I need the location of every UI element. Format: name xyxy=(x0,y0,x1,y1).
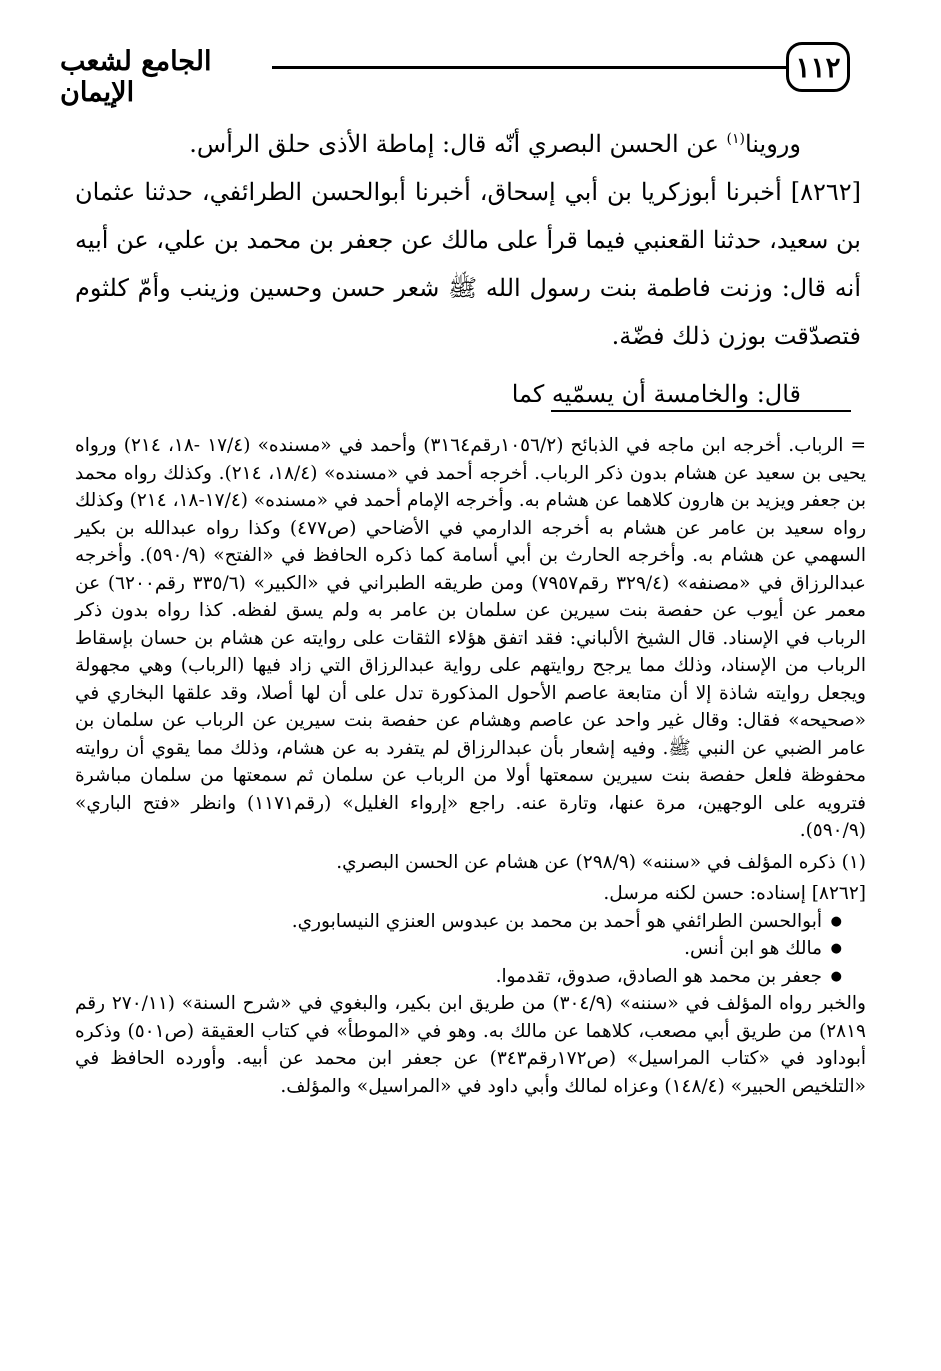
narrator-list xyxy=(75,908,866,991)
list-item: ● مالك هو ابن أنس. xyxy=(75,935,842,963)
paragraph-hasan-start: وروينا xyxy=(744,130,801,158)
footnote-8262-heading: [٨٢٦٢] إسناده: حسن لكنه مرسل. xyxy=(603,883,866,904)
paragraph-hasan xyxy=(75,115,861,168)
hadith-8262: [٨٢٦٢] أخبرنا أبوزكريا بن أبي إسحاق، أخبرنا أبوالحسن الطرائفي، حدثنا عثمان بن سعيد، حدثنا القعنبي فيما قرأ على مالك عن جعفر بن محمد بن علي، عن أبيه أنه قال: وزنت فاطمة بنت رسول الله ﷺ شعر حسن وحسين وزينب وأمّ كلثوم فتصدّقت بوزن ذلك فضّة. xyxy=(75,178,861,350)
list-item: ● جعفر بن محمد هو الصادق، صدوق، تقدموا. xyxy=(75,963,842,991)
footnote-1: (١) ذكره المؤلف في «سننه» (٢٩٨/٩) عن هشام عن الحسن البصري. xyxy=(336,851,866,873)
page-header xyxy=(60,40,850,108)
footnotes xyxy=(75,432,866,1100)
header-rule xyxy=(272,66,786,69)
list-item: ● أبوالحسن الطرائفي هو أحمد بن محمد بن عبدوس العنزي النيسابوري. xyxy=(75,908,842,936)
footnote-separator xyxy=(551,410,851,412)
page-number-badge: ١١٢ xyxy=(786,42,850,92)
footnote-marker: (١) xyxy=(726,131,745,147)
footnote-continuation: = الرباب. أخرجه ابن ماجه في الذبائح (١٠٥٦/٢رقم٣١٦٤) وأحمد في «مسنده» (١٧/٤ -١٨، ٢١٤) ورواه يحيى بن سعيد عن هشام بدون ذكر الرباب. أخرجه أحمد في «مسنده» (١٨/٤، ٢١٤). وكذلك رواه محمد بن جعفر ويزيد بن هارون كلاهما عن هشام به. وأخرجه الإمام أحمد في «مسنده» (١٧/٤-١٨، ٢١٤) وكذلك رواه سعيد بن عامر عن هشام به أخرجه الدارمي في الأضاحي (ص٤٧٧) وكذا رواه عبدالله بن بكير السهمي عن هشام به. وأخرجه الحارث بن أبي أسامة كما ذكره الحافظ في «الفتح» (٥٩٠/٩). وأخرجه عبدالرزاق في «مصنفه» (٣٢٩/٤ رقم٧٩٥٧) ومن طريقه الطبراني في «الكبير» (٣٣٥/٦ رقم٦٢٠٠) عن معمر عن أيوب عن حفصة بنت سيرين عن سلمان بن عامر به ولم يسق لفظه. كذا رواه بدون ذكر الرباب في الإسناد. قال الشيخ الألباني: فقد اتفق هؤلاء الثقات على روايته عن هشام بن حسان بإسقاط الرباب من الإسناد، وذلك مما يرجح روايتهم على رواية عبدالرزاق التي زاد فيها (الرباب) وهي مجهولة ويجعل روايته شاذة إلا أن متابعة عاصم الأحول المذكورة تدل على أن لها أصلا، وقد علقها البخاري في «صحيحه» فقال: وقال غير واحد عن عاصم وهشام عن حفصة بنت سيرين عن الرباب عن سلمان بن عامر الضبي عن النبي ﷺ. وفيه إشعار بأن عبدالرزاق لم يتفرد به عن هشام، وذلك مما يقوي أن روايته محفوظة فلعل حفصة بنت سيرين سمعتها أولا من الرباب عن سلمان ثم سمعتها من سلمان مباشرة فترويه على الوجهين، مرة عنها، وتارة عنه. راجع «إرواء الغليل» (رقم١١٧١) وانظر «فتح الباري» (٥٩٠/٩). xyxy=(75,435,866,841)
paragraph-hasan-rest: عن الحسن البصري أنّه قال: إماطة الأذى حلق الرأس. xyxy=(189,130,727,158)
running-title: الجامع لشعب الإيمان xyxy=(60,46,212,108)
footnote-8262-takhrij: والخبر رواه المؤلف في «سننه» (٣٠٤/٩) من طريق ابن بكير، والبغوي في «شرح السنة» (٢٧٠/١١ رقم ٢٨١٩) من طريق أبي مصعب، كلاهما عن مالك به. وهو في «الموطأ» في كتاب العقيقة (ص٥٠١) وذكره أبوداود في «كتاب المراسيل» (ص١٧٢رقم٣٤٣) عن جعفر ابن محمد عن أبيه. وأورده الحافظ في «التلخيص الحبير» (١٤٨/٤) وعزاه لمالك وأبي داود في «المراسيل» والمؤلف. xyxy=(75,993,866,1097)
paragraph-fifth: قال: والخامسة أن يسمّيه كما xyxy=(511,380,801,408)
main-text xyxy=(75,115,861,418)
